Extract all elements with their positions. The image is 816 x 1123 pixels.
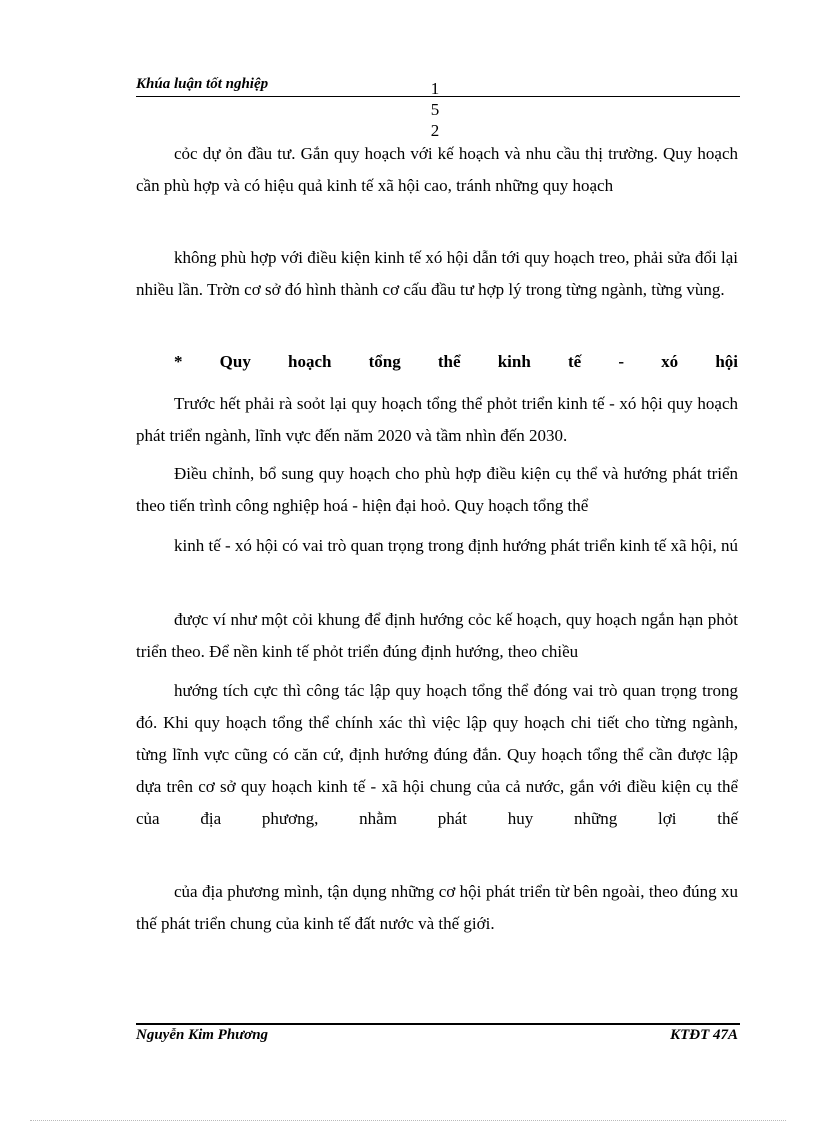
paragraph-4: Điều chỉnh, bổ sung quy hoạch cho phù hợp điều kiện cụ thể và hướng phát triển theo tiến trình công nghiệp hoá - hiện đại hoỏ. Quy hoạch tổng thể: [136, 464, 738, 515]
paragraph-3: Trước hết phải rà soỏt lại quy hoạch tổng thể phỏt triển kinh tế - xó hội quy hoạch phát triển ngành, lĩnh vực đến năm 2020 và tầm nhìn đến 2030.: [136, 394, 738, 445]
page-number-digit: 5: [430, 100, 440, 119]
header-rule: [136, 96, 740, 97]
paragraph-7: hướng tích cực thì công tác lập quy hoạch tổng thể đóng vai trò quan trọng trong đó. Khi quy hoạch tổng thể chính xác thì việc lập quy hoạch chi tiết cho từng ngành, từng lĩnh vực cũng có căn cứ, định hướng đúng đắn. Quy hoạch tổng thể cần được lập dựa trên cơ sở quy hoạch kinh tế - xã hội chung của cả nước, gắn với điều kiện cụ thể của địa phương, nhằm phát huy những lợi thế: [136, 681, 738, 828]
page-header-title: Khúa luận tốt nghiệp: [136, 76, 269, 92]
section-heading: * Quy hoạch tổng thể kinh tế - xó hội: [174, 352, 738, 371]
page-number: [428, 78, 442, 141]
paragraph-6: được ví như một cỏi khung để định hướng cỏc kế hoạch, quy hoạch ngắn hạn phỏt triển theo. Để nền kinh tế phỏt triển đúng định hướng, theo chiều: [136, 610, 738, 661]
paragraph-5: kinh tế - xó hội có vai trò quan trọng trong định hướng phát triển kinh tế xã hội, nú: [174, 536, 738, 555]
footer-rule: [136, 1023, 740, 1025]
footer-author: Nguyễn Kim Phương: [136, 1027, 269, 1043]
paragraph-2: không phù hợp với điều kiện kinh tế xó hội dẫn tới quy hoạch treo, phải sửa đổi lại nhiều lần. Trờn cơ sở đó hình thành cơ cấu đầu tư hợp lý trong từng ngành, từng vùng.: [136, 248, 738, 299]
paragraph-1: cỏc dự ỏn đầu tư. Gắn quy hoạch với kế hoạch và nhu cầu thị trường. Quy hoạch cần phù hợp và có hiệu quả kinh tế xã hội cao, tránh những quy hoạch: [136, 144, 738, 195]
footer-class-code: KTĐT 47A: [670, 1027, 738, 1043]
page-edge-dotted-line: [30, 1120, 786, 1121]
page-number-digit: 1: [430, 79, 440, 98]
page-number-digit: 2: [430, 121, 440, 140]
paragraph-8: của địa phương mình, tận dụng những cơ hội phát triển từ bên ngoài, theo đúng xu thế phát triển chung của kinh tế đất nước và thế giới.: [136, 882, 738, 933]
